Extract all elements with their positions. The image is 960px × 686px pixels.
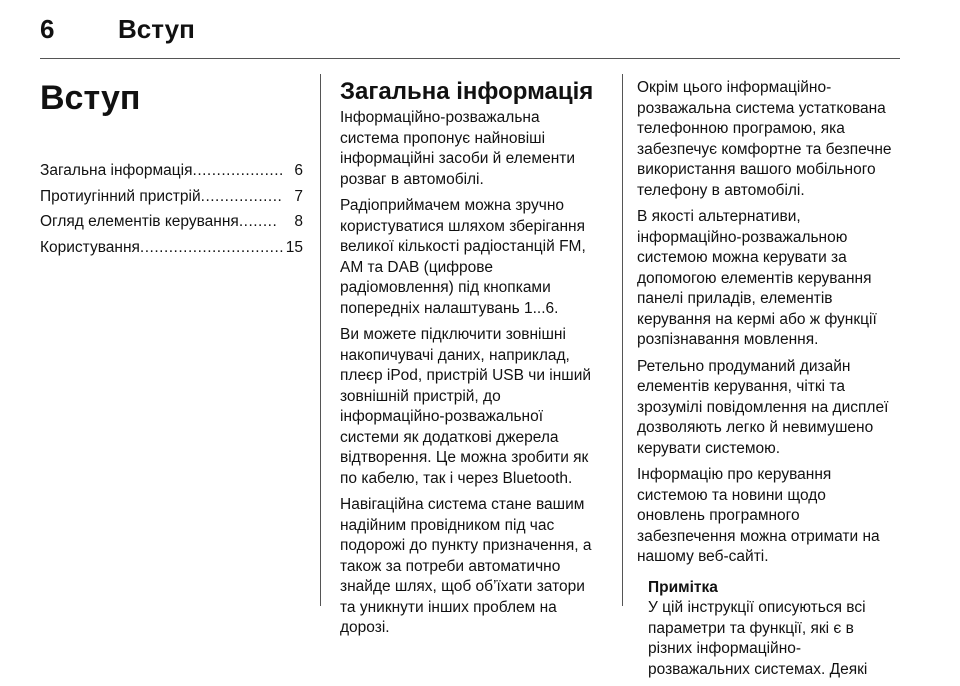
text-line: Інформаційно-розважальна: [340, 109, 540, 126]
text-line: розпізнавання мовлення.: [637, 331, 819, 348]
text-line: по кабелю, так і через Bluetooth.: [340, 469, 573, 487]
text-line: AM та DAB (цифрове: [340, 258, 493, 276]
toc-entry[interactable]: [40, 209, 303, 235]
text-line: елементів керування, чіткі та: [637, 378, 845, 395]
paragraph: [340, 495, 606, 639]
text-line: зрозумілі повідомлення на дисплеї: [637, 398, 889, 416]
text-line: попередніх налаштувань 1...6.: [340, 299, 559, 317]
text-line: розважальна система устаткована: [637, 99, 886, 117]
note-line: У цій інструкції описуються всі: [648, 599, 866, 616]
paragraphs-right: [637, 78, 907, 568]
header-rule: [40, 58, 900, 59]
paragraph: [637, 465, 907, 568]
note-text: [648, 598, 907, 680]
text-line: допомогою елементів керування: [637, 269, 872, 287]
paragraph: [340, 196, 606, 319]
text-line: В якості альтернативи,: [637, 208, 801, 225]
text-line: зовнішній пристрій, до: [340, 387, 501, 405]
text-line: відтворення. Це можна зробити як: [340, 449, 589, 466]
text-line: системою та новини щодо: [637, 486, 826, 504]
text-line: дозволяють легко й невимушено: [637, 419, 874, 436]
paragraphs-left: [340, 108, 606, 639]
toc-dots: .................: [200, 187, 283, 205]
paragraph: [340, 325, 606, 489]
text-line: інформаційно-розважальною: [637, 228, 848, 246]
toc-page: 8: [294, 213, 303, 230]
text-line: система пропонує найновіші: [340, 129, 546, 147]
toc-entry[interactable]: [40, 158, 303, 184]
note-box: [648, 578, 907, 681]
text-line: також за потреби автоматично: [340, 557, 561, 575]
text-line: Ретельно продуманий дизайн: [637, 357, 851, 375]
note-line: різних інформаційно-: [648, 640, 802, 657]
running-title: Вступ: [118, 14, 195, 44]
text-line: Ви можете підключити зовнішні: [340, 326, 566, 343]
text-line: накопичувачі даних, наприклад,: [340, 346, 570, 364]
paragraph: [637, 207, 907, 351]
text-line: телефонною програмою, яка: [637, 120, 845, 137]
text-line: оновлень програмного: [637, 507, 800, 524]
text-line: інформаційні засоби й елементи: [340, 150, 576, 167]
table-of-contents: [40, 158, 303, 260]
text-line: радіомовлення) під кнопками: [340, 279, 551, 296]
note-line: розважальних системах. Деякі: [648, 660, 868, 678]
text-line: Інформацію про керування: [637, 466, 832, 483]
toc-dots: ..............................: [139, 238, 285, 256]
text-line: нашому веб-сайті.: [637, 548, 769, 565]
toc-label: Огляд елементів керування: [40, 213, 239, 230]
text-line: системою можна керувати за: [637, 249, 847, 266]
text-line: Радіоприймачем можна зручно: [340, 197, 564, 214]
text-line: великої кількості радіостанцій FM,: [340, 238, 586, 255]
column-body-right: [637, 78, 907, 686]
text-line: забезпечує комфортне та безпечне: [637, 140, 892, 158]
toc-dots: ...................: [192, 162, 284, 179]
paragraph: [637, 78, 907, 201]
text-line: дорозі.: [340, 619, 390, 636]
text-line: телефону в автомобілі.: [637, 181, 805, 199]
text-line: надійним провідником під час: [340, 516, 555, 534]
text-line: знайде шлях, щоб об’їхати затори: [340, 578, 585, 595]
toc-entry[interactable]: [40, 184, 303, 210]
toc-label: Загальна інформація: [40, 162, 193, 179]
paragraph: [340, 108, 606, 190]
text-line: керувати системою.: [637, 439, 781, 457]
text-line: подорожі до пункту призначення, а: [340, 537, 592, 554]
column-divider-1: [320, 74, 321, 606]
text-line: інформаційно-розважальної: [340, 408, 544, 425]
toc-page: 15: [285, 238, 303, 256]
text-line: розваг в автомобілі.: [340, 170, 484, 188]
text-line: забезпечення можна отримати на: [637, 527, 880, 545]
toc-page: 7: [294, 187, 303, 205]
section-title: Загальна інформація: [340, 78, 594, 105]
text-line: використання вашого мобільного: [637, 161, 876, 178]
text-line: Навігаційна система стане вашим: [340, 496, 585, 513]
toc-entry[interactable]: [40, 235, 303, 261]
toc-label: Протиугінний пристрій: [40, 187, 201, 205]
text-line: та уникнути інших проблем на: [340, 598, 557, 616]
text-line: системи як додаткові джерела: [340, 428, 559, 446]
text-line: користуватися шляхом зберігання: [340, 217, 585, 235]
toc-page: 6: [294, 162, 303, 179]
column-divider-2: [622, 74, 623, 606]
column-body-left: [340, 78, 606, 645]
toc-label: Користування: [40, 238, 140, 256]
toc-dots: ........: [238, 213, 278, 230]
note-title: Примітка: [648, 578, 718, 596]
chapter-title: Вступ: [40, 79, 141, 117]
page-number: 6: [40, 14, 55, 44]
column-contents: [40, 80, 303, 260]
note-line: параметри та функції, які є в: [648, 619, 854, 637]
text-line: керування на кермі або ж функції: [637, 310, 877, 328]
text-line: Окрім цього інформаційно-: [637, 79, 832, 96]
text-line: панелі приладів, елементів: [637, 290, 833, 307]
paragraph: [637, 357, 907, 460]
text-line: плеєр iPod, пристрій USB чи інший: [340, 367, 592, 384]
